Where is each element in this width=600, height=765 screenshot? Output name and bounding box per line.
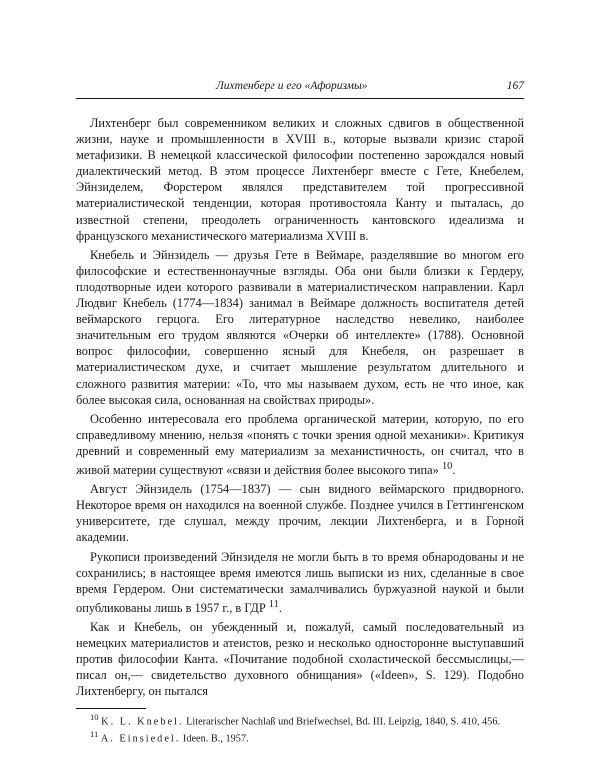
footnote-text: Literarischer Nachlaß und Briefwechsel, Bd. III. Leipzig, 1840, S. 410, 456.	[186, 715, 501, 727]
book-page	[76, 78, 524, 745]
main-text	[76, 115, 524, 700]
footnote-number: 11	[90, 728, 99, 739]
paragraph: Рукописи произведений Эйнзиделя не могли быть в то время обнародованы и не сохранились; в настоящее время имеются лишь выписки из них, сделанные в свое время Гердером. Они систематически замалчивались буржуазной наукой и были опубликованы лишь в 1957 г., в ГДР $^{11}$.	[76, 549, 524, 615]
paragraph: Как и Кнебель, он убежденный и, пожалуй, самый последовательный из немецких материалистов и атеистов, резко и несколько односторонне выступавший против философии Канта. «Почитание подобной схоластической бессмыслицы,— писал он,— свидетельство духовного обнищания» («Ideen», S. 129). Подобно Лихтенбергу, он пытался	[76, 620, 524, 699]
footnote-reference: 10	[442, 460, 453, 472]
running-title: Лихтенберг и его «Афоризмы»	[216, 80, 368, 92]
footnote	[76, 728, 524, 745]
paragraph: Кнебель и Эйнзидель — друзья Гете в Веймаре, разделявшие во многом его философские и естественнонаучные взгляды. Оба они были близки к Гердеру, плодотворные идеи которого развивали в материалистическом направлении. Карл Людвиг Кнебель (1774—1834) занимал в Веймаре должность воспитателя детей веймарского герцога. Его литературное наследство невелико, наиболее значительным его трудом являются «Очерки об интеллекте» (1788). Основной вопрос философии, совершенно ясный для Кнебеля, он разрешает в материалистическом духе, и считает мышление результатом длительного и сложного развития материи: «То, что мы называем духом, есть не что иное, как более высокая сила, основанная на свойствах природы».	[76, 247, 524, 407]
page-number: 167	[506, 80, 524, 92]
footnote-text: Ideen. B., 1957.	[182, 733, 249, 745]
paragraph: Особенно интересовала его проблема органической материи, которую, по его справедливому мнению, нельзя «понять с точки зрения одной механики». Критикуя древний и современный ему материализм за механистичность, он считал, что в живой материи существуют «связи и действия более высокого типа» $^{10}$.	[76, 411, 524, 478]
footnote	[76, 711, 524, 728]
paragraph: Август Эйнзидель (1754—1837) — сын видного веймарского придворного. Некоторое время он находился на военной службе. Позднее учился в Геттингенском университете, где слушал, между прочим, лекции Лихтенберга, и в Горной академии.	[76, 482, 524, 545]
running-header	[76, 78, 524, 99]
footnote-author: K. L. Knebel.	[101, 715, 184, 727]
paragraph: Лихтенберг был современником великих и сложных сдвигов в общественной жизни, науке и промышленности в XVIII в., которые вызвали кризис старой метафизики. В немецкой классической философии постепенно зарождался новый диалектический метод. В этом процессе Лихтенберг вместе с Гете, Кнебелем, Эйнзиделем, Форстером являлся представителем той прогрессивной материалистической тенденции, которая противостояла Канту и пыталась, до известной степени, преодолеть ограниченность кантовского идеализма и французского механистического материализма XVIII в.	[76, 116, 524, 243]
footnote-number: 10	[90, 711, 99, 722]
footnote-author: A. Einsiedel.	[100, 733, 181, 745]
footnotes	[76, 708, 501, 746]
footnote-reference: 11	[268, 598, 279, 610]
